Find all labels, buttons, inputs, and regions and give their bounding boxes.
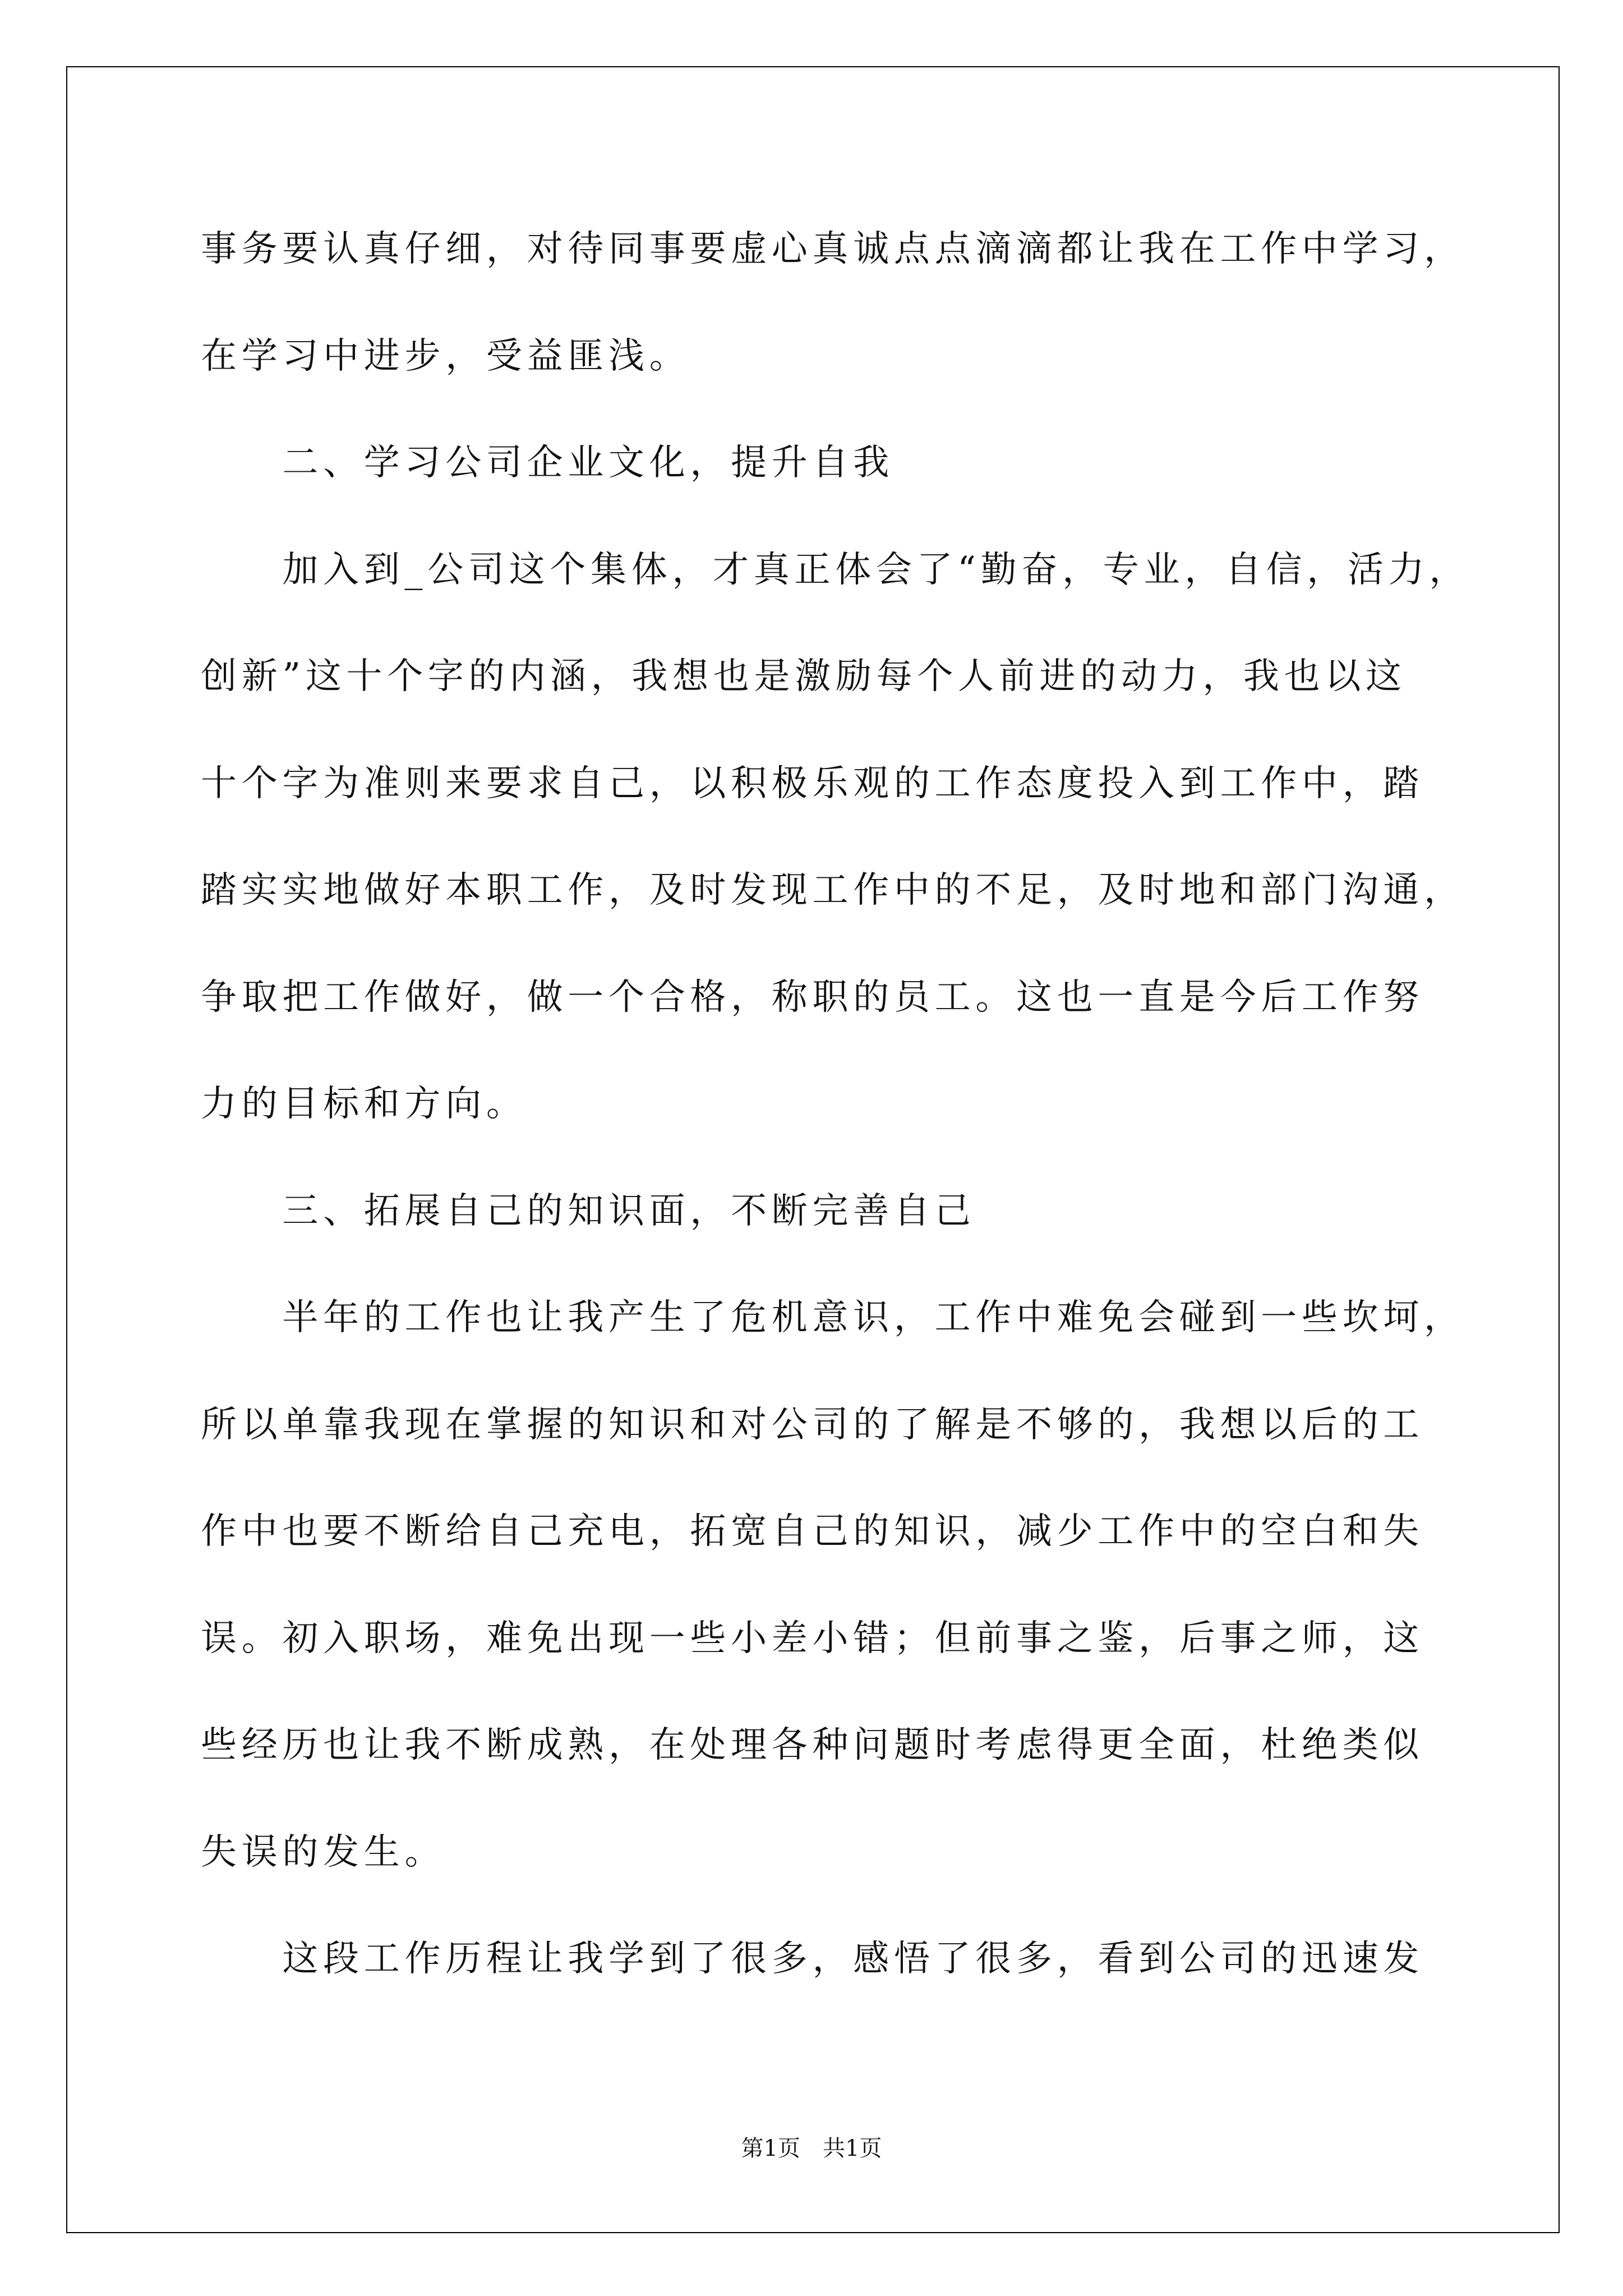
body-line: 争取把工作做好，做一个合格，称职的员工。这也一直是今后工作努 (201, 976, 1424, 1018)
body-line: 这段工作历程让我学到了很多，感悟了很多，看到公司的迅速发 (282, 1938, 1424, 1980)
heading-line: 二、学习公司企业文化，提升自我 (282, 442, 894, 484)
page-footer (0, 2132, 1623, 2165)
body-line: 半年的工作也让我产生了危机意识，工作中难免会碰到一些坎坷， (282, 1297, 1465, 1338)
section-heading-3 (201, 1158, 1491, 1265)
paragraph-company-culture (201, 517, 1491, 1158)
body-line: 创新”这十个字的内涵，我想也是激励每个人前进的动力，我也以这 (201, 656, 1407, 697)
body-line: 力的目标和方向。 (201, 1083, 527, 1125)
paragraph-knowledge (201, 1264, 1491, 1906)
paragraph-continued (201, 196, 1491, 409)
body-line: 失误的发生。 (201, 1831, 446, 1873)
body-line: 十个字为准则来要求自己，以积极乐观的工作态度投入到工作中，踏 (201, 762, 1424, 804)
body-line: 踏实实地做好本职工作，及时发现工作中的不足，及时地和部门沟通， (201, 869, 1465, 911)
body-line: 所以单靠我现在掌握的知识和对公司的了解是不够的，我想以后的工 (201, 1404, 1424, 1446)
body-line: 误。初入职场，难免出现一些小差小错；但前事之鉴，后事之师，这 (201, 1617, 1424, 1659)
body-line: 些经历也让我不断成熟，在处理各种问题时考虑得更全面，杜绝类似 (201, 1724, 1424, 1766)
paragraph-closing (201, 1906, 1491, 2013)
body-line: 事务要认真仔细，对待同事要虚心真诚点点滴滴都让我在工作中学习， (201, 228, 1465, 270)
body-line: 作中也要不断给自己充电，拓宽自己的知识，减少工作中的空白和失 (201, 1511, 1424, 1552)
body-line: 在学习中进步，受益匪浅。 (201, 335, 690, 377)
section-heading-2 (201, 409, 1491, 517)
page-number: 第1页 共1页 (741, 2136, 882, 2161)
document-body (201, 196, 1491, 2013)
heading-line: 三、拓展自己的知识面，不断完善自己 (282, 1190, 976, 1232)
body-line: 加入到_公司这个集体，才真正体会了“勤奋，专业，自信，活力， (282, 549, 1470, 591)
